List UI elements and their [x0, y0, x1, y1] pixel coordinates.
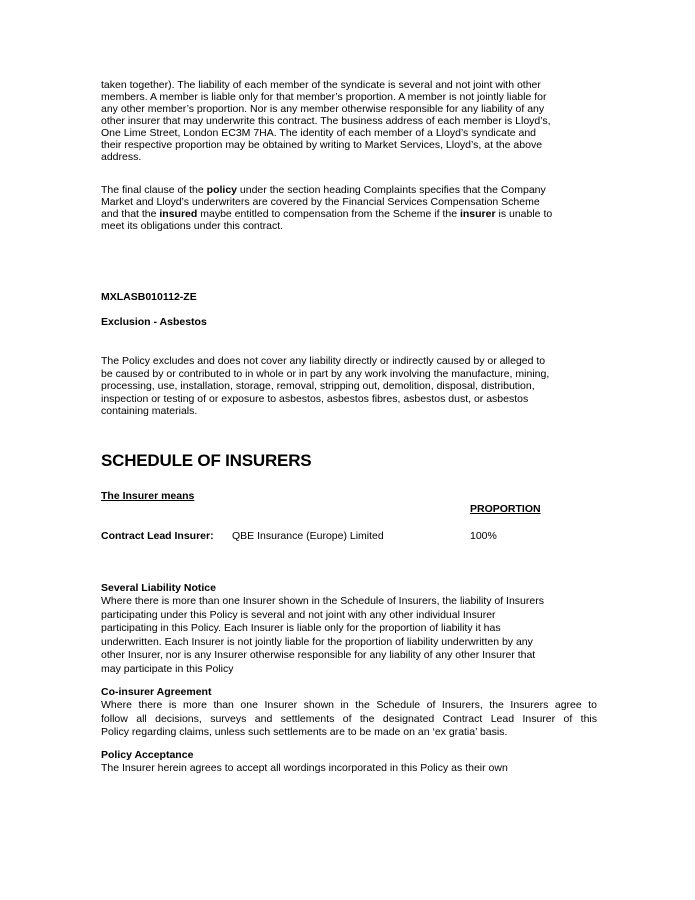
- contract-lead-insurer-proportion: 100%: [470, 530, 497, 542]
- text-line: Where there is more than one Insurer shown in the Schedule of Insurers, the liability of Insurers: [101, 595, 544, 607]
- text-line: participating under this Policy is several and not joint with any other individual Insurer: [101, 608, 496, 621]
- several-liability-notice-body: [101, 595, 597, 676]
- text-line: any other member’s proportion. Nor is any member otherwise responsible for any liability of any: [101, 103, 545, 115]
- text-line: taken together). The liability of each member of the syndicate is several and not joint with other: [101, 79, 541, 91]
- text-line: their respective proportion may be obtained by writing to Market Services, Lloyd’s, at the above: [101, 139, 543, 151]
- text-line: members. A member is liable only for that member’s proportion. A member is not jointly liable for: [101, 91, 547, 103]
- schedule-of-insurers-heading: SCHEDULE OF INSURERS: [101, 451, 312, 470]
- text-line: participating in this Policy. Each Insurer is liable only for the proportion of liability it has: [101, 622, 501, 634]
- text-line: Market and Lloyd’s underwriters are covered by the Financial Services Compensation Scheme: [101, 196, 540, 208]
- text-line: may participate in this Policy: [101, 662, 234, 675]
- paragraph-syndicate-liability: [101, 79, 597, 163]
- text-line: Policy regarding claims, unless such settlements are to be made on an ‘ex gratia’ basis.: [101, 726, 508, 738]
- text-line: other Insurer, nor is any Insurer otherwise responsible for any liability of any other Insurer that: [101, 649, 536, 661]
- co-insurer-agreement-heading: Co-insurer Agreement: [101, 686, 212, 698]
- text-line: The Policy excludes and does not cover any liability directly or indirectly caused by or alleged to: [101, 355, 546, 367]
- text-line: other insurer that may underwrite this contract. The business address of each member is Lloyd’s,: [101, 115, 551, 127]
- several-liability-notice-heading: Several Liability Notice: [101, 582, 216, 594]
- co-insurer-agreement-body: [101, 699, 597, 740]
- text-line: inspection or testing of or exposure to asbestos, asbestos fibres, asbestos dust, or asbestos: [101, 392, 529, 405]
- contract-lead-insurer-row: [101, 530, 597, 544]
- paragraph-complaints-compensation: [101, 184, 597, 232]
- text-line: The Insurer herein agrees to accept all wordings incorporated in this Policy as their own: [101, 762, 508, 774]
- text-line: be caused by or contributed to in whole or in part by any work involving the manufacture, mining,: [101, 367, 550, 380]
- endorsement-title: Exclusion - Asbestos: [101, 316, 207, 328]
- text-line: underwritten. Each Insurer is not jointly liable for the proportion of liability underwritten by any: [101, 635, 533, 648]
- endorsement-reference-code: MXLASB010112-ZE: [101, 291, 197, 303]
- text-line: The final clause of the policy under the section heading Complaints specifies that the Company: [101, 184, 546, 196]
- insurer-means-label: The Insurer means: [101, 490, 195, 502]
- text-line: One Lime Street, London EC3M 7HA. The identity of each member of a Lloyd’s syndicate and: [101, 127, 537, 139]
- policy-acceptance-heading: Policy Acceptance: [101, 749, 194, 761]
- text-line: follow all decisions, surveys and settlements of the designated Contract Lead Insurer of this: [101, 712, 597, 725]
- contract-lead-insurer-name: QBE Insurance (Europe) Limited: [232, 530, 384, 542]
- text-line: address.: [101, 151, 142, 163]
- text-line: containing materials.: [101, 405, 198, 417]
- proportion-column-header: PROPORTION: [470, 503, 541, 515]
- policy-acceptance-body: [101, 762, 597, 776]
- text-line: Where there is more than one Insurer shown in the Schedule of Insurers, the Insurers agree to: [101, 699, 597, 711]
- text-line: and that the insured maybe entitled to compensation from the Scheme if the insurer is unable to: [101, 208, 553, 220]
- text-line: processing, use, installation, storage, removal, stripping out, demolition, disposal, distribution,: [101, 380, 535, 392]
- paragraph-asbestos-exclusion: [101, 355, 597, 418]
- contract-lead-insurer-label: Contract Lead Insurer:: [101, 530, 214, 542]
- text-line: meet its obligations under this contract.: [101, 220, 284, 232]
